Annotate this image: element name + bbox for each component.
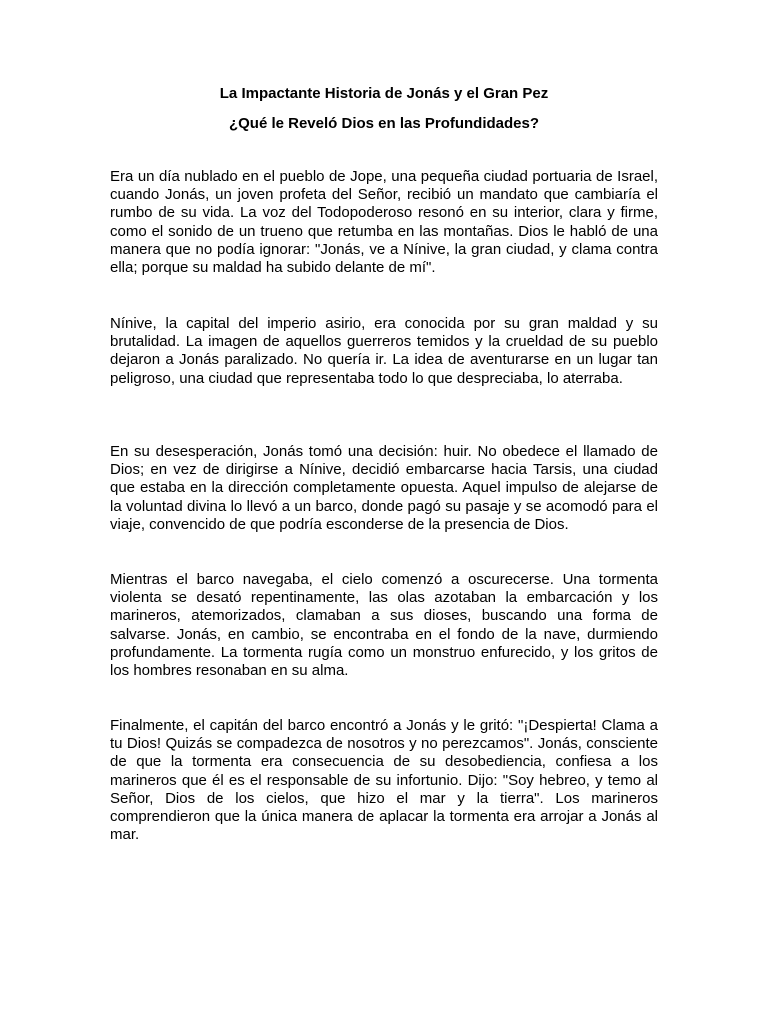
document-title: La Impactante Historia de Jonás y el Gran Pez (219, 85, 549, 102)
paragraph-3: En su desesperación, Jonás tomó una decisión: huir. No obedece el llamado de Dios; en vez de dirigirse a Nínive, decidió embarcarse hacia Tarsis, una ciudad que estaba en la dirección completamente opuesta. Aquel impulso de alejarse de la voluntad divina lo llevó a un barco, donde pagó su pasaje y se acomodó para el viaje, convencido de que podría esconderse de la presencia de Dios. (110, 443, 658, 533)
paragraph-2: Nínive, la capital del imperio asirio, era conocida por su gran maldad y su brutalidad. La imagen de aquellos guerreros temidos y la crueldad de su pueblo dejaron a Jonás paralizado. No quería ir. La idea de aventurarse en un lugar tan peligroso, una ciudad que representaba todo lo que despreciaba, lo aterraba. (110, 315, 658, 387)
paragraph-5: Finalmente, el capitán del barco encontró a Jonás y le gritó: "¡Despierta! Clama a tu Dios! Quizás se compadezca de nosotros y no perezcamos". Jonás, consciente de que la tormenta era consecuencia de su desobediencia, confiesa a los marineros que él es el responsable de su infortunio. Dijo: "Soy hebreo, y temo al Señor, Dios de los cielos, que hizo el mar y la tierra". Los marineros comprendieron que la única manera de aplacar la tormenta era arrojar a Jonás al mar. (110, 717, 658, 844)
document-subtitle: ¿Qué le Reveló Dios en las Profundidades? (228, 115, 540, 132)
paragraph-1: Era un día nublado en el pueblo de Jope, una pequeña ciudad portuaria de Israel, cuando Jonás, un joven profeta del Señor, recibió un mandato que cambiaría el rumbo de su vida. La voz del Todopoderoso resonó en su interior, clara y firme, como el sonido de un trueno que retumba en las montañas. Dios le habló de una manera que no podía ignorar: "Jonás, ve a Nínive, la gran ciudad, y clama contra ella; porque su maldad ha subido delante de mí". (110, 168, 658, 277)
paragraph-4: Mientras el barco navegaba, el cielo comenzó a oscurecerse. Una tormenta violenta se desató repentinamente, las olas azotaban la embarcación y los marineros, atemorizados, clamaban a sus dioses, buscando una forma de salvarse. Jonás, en cambio, se encontraba en el fondo de la nave, durmiendo profundamente. La tormenta rugía como un monstruo enfurecido, y los gritos de los hombres resonaban en su alma. (110, 571, 658, 680)
